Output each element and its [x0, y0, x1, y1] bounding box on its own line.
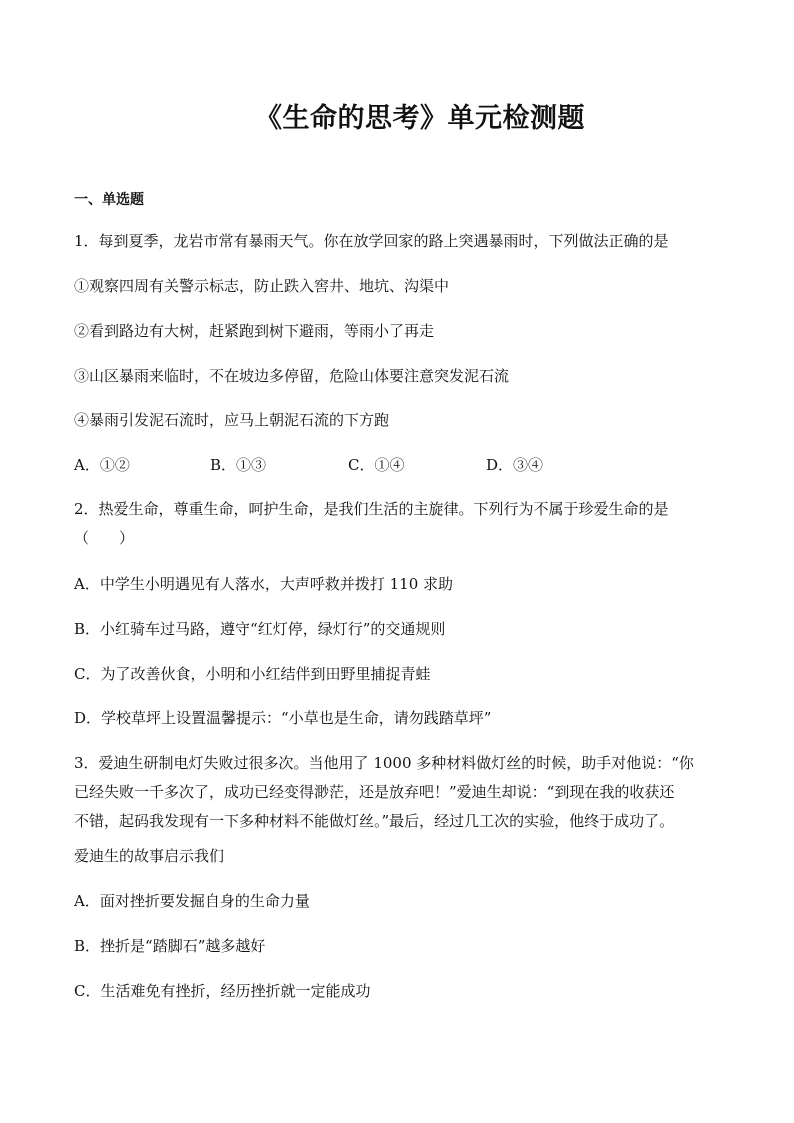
question-1-statement-2: ②看到路边有大树，赶紧跑到树下避雨，等雨小了再走: [74, 322, 435, 340]
question-1-statement-1: ①观察四周有关警示标志，防止跌入窖井、地坑、沟渠中: [74, 277, 450, 295]
question-2-answer-blank: （ ）: [74, 529, 135, 547]
question-3-option-c: C．生活难免有挫折，经历挫折就一定能成功: [74, 982, 371, 1000]
question-2-option-d: D．学校草坪上设置温馨提示：“小草也是生命，请勿践踏草坪”: [74, 709, 492, 727]
section-heading: 一、单选题: [74, 192, 144, 208]
question-1-stem: 1．每到夏季，龙岩市常有暴雨天气。你在放学回家的路上突遇暴雨时，下列做法正确的是: [74, 232, 669, 250]
question-1-option-d: D．③④: [486, 456, 544, 474]
question-3-option-a: A．面对挫折要发掘自身的生命力量: [74, 892, 310, 910]
page-title: 《生命的思考》单元检测题: [255, 103, 585, 134]
question-1-option-a: A．①②: [74, 456, 130, 474]
question-3-stem-line-3: 不错，起码我发现有一下多种材料不能做灯丝。”最后，经过几工次的实验，他终于成功了。: [74, 812, 675, 830]
question-1-option-b: B．①③: [210, 456, 267, 474]
question-1-option-c: C．①④: [348, 456, 405, 474]
question-3-stem-line-1: 3．爱迪生研制电灯失败过很多次。当他用了 1000 多种材料做灯丝的时候，助手对他说：“你: [74, 754, 694, 772]
question-1-statement-4: ④暴雨引发泥石流时，应马上朝泥石流的下方跑: [74, 411, 390, 429]
question-3-option-b: B．挫折是“踏脚石”越多越好: [74, 937, 266, 955]
question-3-stem-line-2: 已经失败一千多次了，成功已经变得渺茫，还是放弃吧！”爱迪生却说：“到现在我的收获还: [74, 783, 675, 801]
question-2-option-c: C．为了改善伙食，小明和小红结伴到田野里捕捉青蛙: [74, 665, 431, 683]
question-2-option-a: A．中学生小明遇见有人落水，大声呼救并拨打 110 求助: [74, 575, 454, 593]
question-2-option-b: B．小红骑车过马路，遵守“红灯停，绿灯行”的交通规则: [74, 620, 446, 638]
question-3-stem-line-4: 爱迪生的故事启示我们: [74, 847, 225, 865]
question-2-stem: 2．热爱生命，尊重生命，呵护生命，是我们生活的主旋律。下列行为不属于珍爱生命的是: [74, 500, 669, 518]
question-1-statement-3: ③山区暴雨来临时，不在坡边多停留，危险山体要注意突发泥石流: [74, 367, 510, 385]
